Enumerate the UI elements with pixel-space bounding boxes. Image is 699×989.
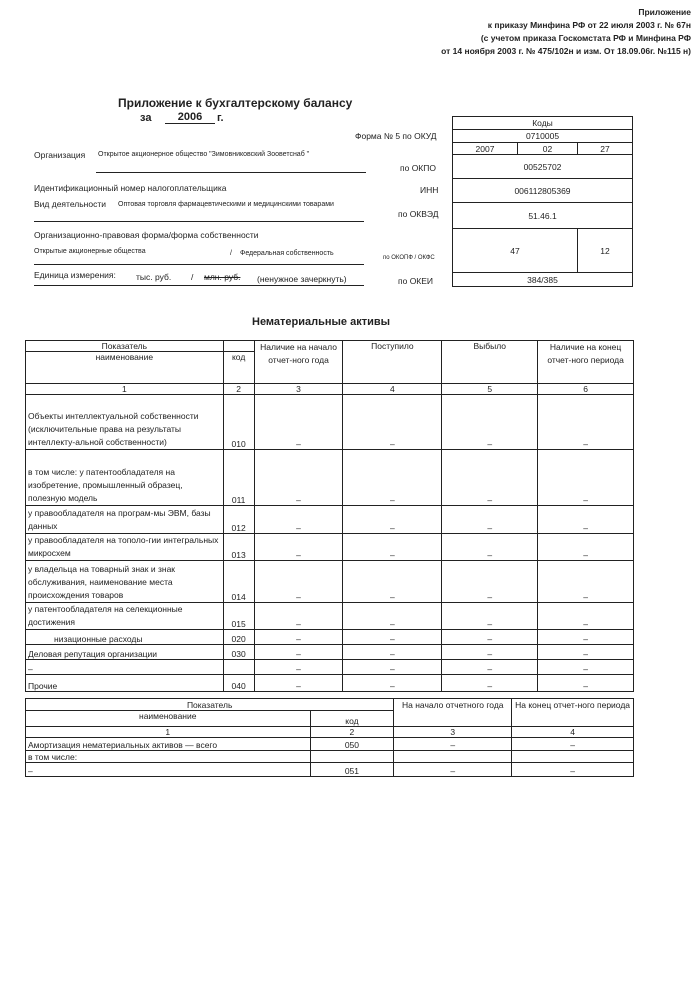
t1-header-code: код <box>223 352 254 384</box>
report-year: 2006 <box>165 111 215 124</box>
t1-column-numbers <box>26 384 634 395</box>
cell-c5: – <box>442 506 538 534</box>
cell-c6: – <box>538 630 634 645</box>
row-code: 020 <box>223 630 254 645</box>
section-title: Нематериальные активы <box>252 316 391 328</box>
unit-label: Единица измерения: <box>34 270 116 280</box>
row-code: 012 <box>223 506 254 534</box>
table-row <box>26 395 634 450</box>
row-name: в том числе: у патентообладателя на изобретение, промышленный образец, полезную модель <box>26 450 224 506</box>
amortization-table <box>25 698 634 777</box>
row-code: 050 <box>310 738 394 751</box>
t2-num-2: 2 <box>310 727 394 738</box>
code-ofs: 12 <box>578 229 633 273</box>
t2-header-c3: На начало отчетного года <box>394 699 512 727</box>
cell-c6: – <box>538 395 634 450</box>
t1-header-name: наименование <box>26 352 224 384</box>
t1-num-1: 1 <box>26 384 224 395</box>
t2-header-code: код <box>310 711 394 727</box>
code-opf: 47 <box>453 229 578 273</box>
t1-num-2: 2 <box>223 384 254 395</box>
cell-c6: – <box>538 603 634 630</box>
t2-header-name: наименование <box>26 711 311 727</box>
code-okved: 51.46.1 <box>453 203 633 229</box>
unit-note: (ненужное зачеркнуть) <box>257 274 347 284</box>
cell-c6: – <box>538 534 634 561</box>
row-name: низационные расходы <box>26 630 224 645</box>
cell-c5: – <box>442 660 538 675</box>
cell-c4: – <box>343 660 442 675</box>
t1-num-5: 5 <box>442 384 538 395</box>
cell-c3: – <box>254 675 343 692</box>
table-row <box>26 751 634 763</box>
cell-c6: – <box>538 450 634 506</box>
vid-underline <box>34 221 364 222</box>
opf-code-label: по ОКОПФ / ОКФС <box>383 255 435 261</box>
cell-c5: – <box>442 630 538 645</box>
codes-table <box>452 116 633 287</box>
cell-c3: – <box>394 763 512 777</box>
row-code: 011 <box>223 450 254 506</box>
cell-c4: – <box>343 603 442 630</box>
code-okpo: 00525702 <box>453 155 633 179</box>
row-name: у правообладателя на програм-мы ЭВМ, базы данных <box>26 506 224 534</box>
cell-c6: – <box>538 675 634 692</box>
opf-label: Организационно-правовая форма/форма собственности <box>34 230 259 240</box>
code-inn: 006112805369 <box>453 179 633 203</box>
unit-underline <box>34 285 364 286</box>
t1-num-4: 4 <box>343 384 442 395</box>
cell-c3: – <box>254 645 343 660</box>
t1-num-3: 3 <box>254 384 343 395</box>
row-code <box>223 660 254 675</box>
cell-c4: – <box>512 738 634 751</box>
row-name: в том числе: <box>26 751 311 763</box>
intangible-assets-table <box>25 340 634 692</box>
row-name: у правообладателя на тополо-гии интегральных микросхем <box>26 534 224 561</box>
org-underline <box>96 172 366 173</box>
table-row <box>26 506 634 534</box>
code-year: 2007 <box>453 143 518 155</box>
header-line-3: (с учетом приказа Госкомстата РФ и Минфина РФ <box>480 33 691 43</box>
form-title: Приложение к бухгалтерскому балансу <box>118 96 353 110</box>
code-okud: 0710005 <box>453 130 633 143</box>
table-row <box>26 603 634 630</box>
row-name: – <box>26 660 224 675</box>
row-name: Прочие <box>26 675 224 692</box>
t1-header-c6: Наличие на конец отчет-ного периода <box>538 341 634 384</box>
code-day: 27 <box>578 143 633 155</box>
cell-c5: – <box>442 450 538 506</box>
header-line-4: от 14 ноября 2003 г. № 475/102н и изм. От 18.09.06г. №115 н) <box>441 46 691 56</box>
header-line-2: к приказу Минфина РФ от 22 июля 2003 г. № 67н <box>487 20 691 30</box>
title-za: за <box>140 112 152 124</box>
row-code: 014 <box>223 561 254 603</box>
table-row <box>26 534 634 561</box>
codes-header: Коды <box>453 117 633 130</box>
t2-header-pokazatel: Показатель <box>26 699 394 711</box>
t2-header-c4: На конец отчет-ного периода <box>512 699 634 727</box>
cell-c3: – <box>254 603 343 630</box>
cell-c3: – <box>254 561 343 603</box>
cell-c4: – <box>343 534 442 561</box>
unit-slash: / <box>191 272 194 282</box>
row-name: у патентообладателя на селекционные достижения <box>26 603 224 630</box>
t1-header-c3: Наличие на начало отчет-ного года <box>254 341 343 384</box>
t1-header-c4: Поступило <box>343 341 442 384</box>
table-row <box>26 645 634 660</box>
row-code: 010 <box>223 395 254 450</box>
cell-c4: – <box>343 450 442 506</box>
unit-value: тыс. руб. <box>136 272 172 282</box>
cell-c3: – <box>254 506 343 534</box>
cell-c3 <box>394 751 512 763</box>
forma-label: Форма № 5 по ОКУД <box>355 131 437 141</box>
cell-c5: – <box>442 534 538 561</box>
row-name: – <box>26 763 311 777</box>
vid-value: Оптовая торговля фармацевтическими и медицинскими товарами <box>118 201 334 208</box>
t1-header-empty <box>223 341 254 352</box>
table-row <box>26 630 634 645</box>
order-reference <box>441 6 691 58</box>
row-name: Объекты интеллектуальной собственности (исключительные права на результаты интеллекту-альной собственности) <box>26 395 224 450</box>
header-line-1: Приложение <box>638 7 691 17</box>
table-row <box>26 561 634 603</box>
cell-c3: – <box>254 534 343 561</box>
cell-c5: – <box>442 395 538 450</box>
row-name: Амортизация нематериальных активов — всего <box>26 738 311 751</box>
t2-num-1: 1 <box>26 727 311 738</box>
row-name: у владельца на товарный знак и знак обслуживания, наименование места происхождения товаров <box>26 561 224 603</box>
opf-underline <box>34 264 364 265</box>
code-month: 02 <box>518 143 578 155</box>
t1-header-c5: Выбыло <box>442 341 538 384</box>
cell-c4: – <box>512 763 634 777</box>
cell-c4: – <box>343 675 442 692</box>
t2-column-numbers <box>26 727 634 738</box>
t1-num-6: 6 <box>538 384 634 395</box>
cell-c3: – <box>254 450 343 506</box>
t2-num-3: 3 <box>394 727 512 738</box>
cell-c6: – <box>538 506 634 534</box>
ofs-value: Федеральная собственность <box>240 250 334 257</box>
inn-label: ИНН <box>420 185 439 195</box>
org-label: Организация <box>34 150 86 160</box>
unit-struck: млн. руб. <box>204 272 241 282</box>
title-g: г. <box>217 112 224 124</box>
cell-c6: – <box>538 561 634 603</box>
table-row <box>26 738 634 751</box>
cell-c5: – <box>442 561 538 603</box>
cell-c6: – <box>538 645 634 660</box>
row-code: 040 <box>223 675 254 692</box>
row-code <box>310 751 394 763</box>
vid-label: Вид деятельности <box>34 199 106 209</box>
table-row <box>26 660 634 675</box>
cell-c3: – <box>254 630 343 645</box>
ofs-slash: / <box>230 250 232 257</box>
cell-c3: – <box>394 738 512 751</box>
table-row <box>26 675 634 692</box>
row-code: 013 <box>223 534 254 561</box>
org-value: Открытое акционерное общество "Зимовниковский Зооветснаб " <box>98 151 310 158</box>
cell-c4: – <box>343 630 442 645</box>
row-name: Деловая репутация организации <box>26 645 224 660</box>
opf-value: Открытые акционерные общества <box>34 248 146 255</box>
cell-c5: – <box>442 603 538 630</box>
cell-c4 <box>512 751 634 763</box>
cell-c4: – <box>343 561 442 603</box>
cell-c3: – <box>254 395 343 450</box>
code-okei: 384/385 <box>453 273 633 287</box>
cell-c4: – <box>343 395 442 450</box>
inn-label-left: Идентификационный номер налогоплательщика <box>34 183 227 193</box>
t2-num-4: 4 <box>512 727 634 738</box>
cell-c5: – <box>442 675 538 692</box>
row-code: 051 <box>310 763 394 777</box>
table-row <box>26 763 634 777</box>
okei-label: по ОКЕИ <box>398 276 434 286</box>
t1-header-pokazatel: Показатель <box>26 341 224 352</box>
cell-c3: – <box>254 660 343 675</box>
okved-label: по ОКВЭД <box>398 209 439 219</box>
cell-c4: – <box>343 645 442 660</box>
okpo-label: по ОКПО <box>400 163 436 173</box>
cell-c5: – <box>442 645 538 660</box>
cell-c4: – <box>343 506 442 534</box>
cell-c6: – <box>538 660 634 675</box>
row-code: 015 <box>223 603 254 630</box>
table-row <box>26 450 634 506</box>
row-code: 030 <box>223 645 254 660</box>
